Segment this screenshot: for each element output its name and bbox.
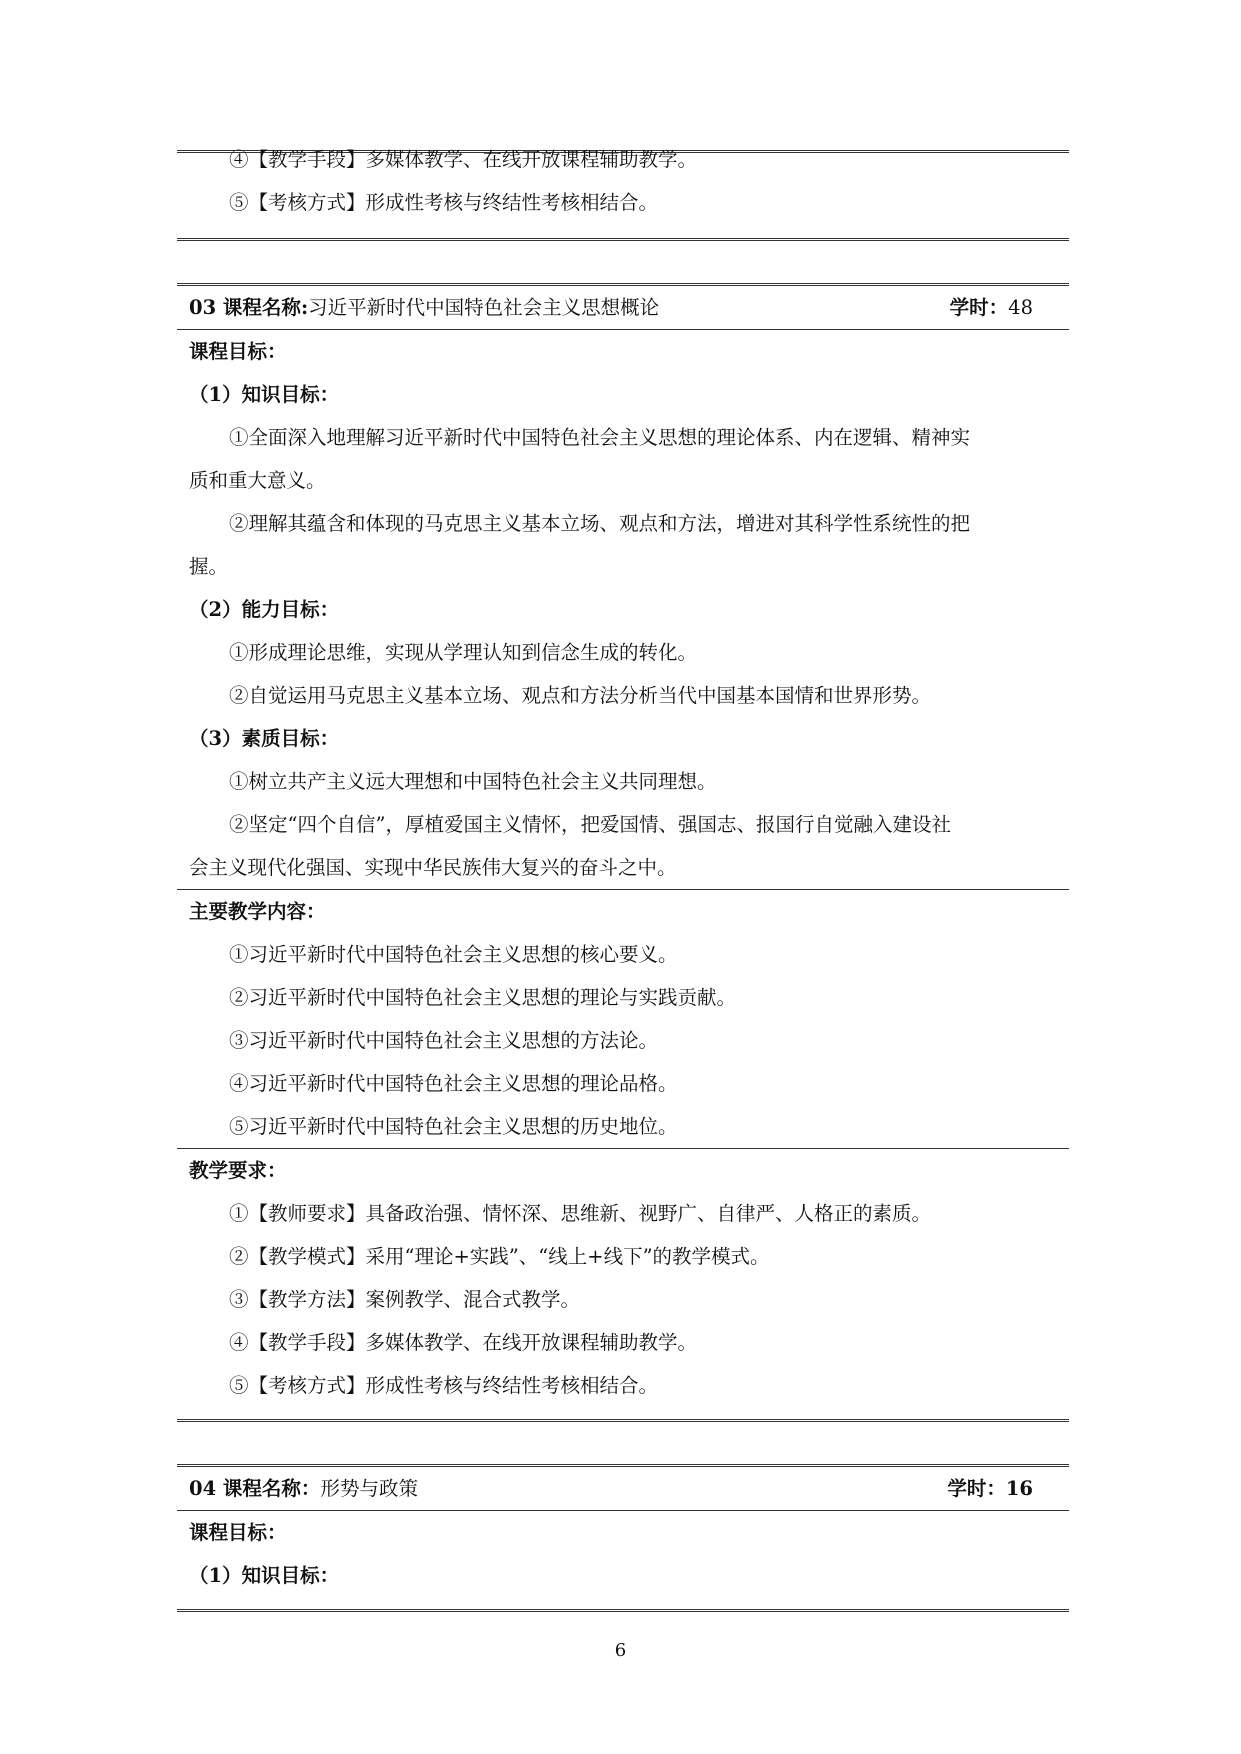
course04-knowledge-heading: （1）知识目标： xyxy=(189,1564,340,1587)
quality-heading: （3）素质目标： xyxy=(189,727,340,750)
bottom-rule xyxy=(177,1609,1069,1612)
list-item: ①树立共产主义远大理想和中国特色社会主义共同理想。 xyxy=(229,770,717,793)
list-item: ②坚定“四个自信”，厚植爱国主义情怀，把爱国情、强国志、报国行自觉融入建设社 xyxy=(229,813,951,836)
content-heading: 主要教学内容： xyxy=(189,900,326,923)
list-item: ②自觉运用马克思主义基本立场、观点和方法分析当代中国基本国情和世界形势。 xyxy=(229,684,932,707)
list-item: ⑤习近平新时代中国特色社会主义思想的历史地位。 xyxy=(229,1115,678,1138)
course04-hours: 16 xyxy=(1005,1477,1033,1500)
list-item: ①【教师要求】具备政治强、情怀深、思维新、视野广、自律严、人格正的素质。 xyxy=(229,1202,932,1225)
course04-hours-label: 学时： xyxy=(947,1477,1006,1500)
course03-hours: 48 xyxy=(1008,296,1033,319)
list-item: ④习近平新时代中国特色社会主义思想的理论品格。 xyxy=(229,1072,678,1095)
course03-label: 03 课程名称 xyxy=(189,296,301,319)
course03-header: 03 课程名称:习近平新时代中国特色社会主义思想概论 学时：48 xyxy=(189,296,1033,319)
course04-header xyxy=(177,1467,1069,1510)
requirements-heading: 教学要求： xyxy=(189,1159,287,1182)
list-item: ③【教学方法】案例教学、混合式教学。 xyxy=(229,1288,581,1311)
list-item: ①全面深入地理解习近平新时代中国特色社会主义思想的理论体系、内在逻辑、精神实 xyxy=(229,426,971,449)
ability-heading: （2）能力目标： xyxy=(189,598,340,621)
course04-name: 形势与政策 xyxy=(320,1477,418,1500)
list-item: ②【教学模式】采用“理论+实践”、“线上+线下”的教学模式。 xyxy=(229,1245,770,1268)
list-item: ①习近平新时代中国特色社会主义思想的核心要义。 xyxy=(229,943,678,966)
list-item: ①形成理论思维，实现从学理认知到信念生成的转化。 xyxy=(229,641,698,664)
list-item: ②习近平新时代中国特色社会主义思想的理论与实践贡献。 xyxy=(229,986,737,1009)
knowledge-heading: （1）知识目标： xyxy=(189,383,340,406)
page-content xyxy=(177,0,1069,1612)
list-item-continuation: 质和重大意义。 xyxy=(189,469,326,492)
list-item-continuation: 握。 xyxy=(189,555,229,578)
course03-hours-label: 学时： xyxy=(949,296,1009,319)
list-item-continuation: 会主义现代化强国、实现中华民族伟大复兴的奋斗之中。 xyxy=(189,856,677,879)
list-item: ⑤【考核方式】形成性考核与终结性考核相结合。 xyxy=(229,1374,659,1397)
course03-goals-heading: 课程目标： xyxy=(189,340,287,363)
course03-name: 习近平新时代中国特色社会主义思想概论 xyxy=(308,296,660,319)
course04-label: 04 课程名称： xyxy=(189,1477,321,1500)
list-item: ⑤【考核方式】形成性考核与终结性考核相结合。 xyxy=(229,191,659,214)
list-item: ④【教学手段】多媒体教学、在线开放课程辅助教学。 xyxy=(229,148,698,171)
course04-goals-heading: 课程目标： xyxy=(189,1521,287,1544)
list-item: ④【教学手段】多媒体教学、在线开放课程辅助教学。 xyxy=(229,1331,698,1354)
list-item: ③习近平新时代中国特色社会主义思想的方法论。 xyxy=(229,1029,659,1052)
list-item: ②理解其蕴含和体现的马克思主义基本立场、观点和方法，增进对其科学性系统性的把 xyxy=(229,512,971,535)
page-number: 6 xyxy=(614,1640,627,1661)
